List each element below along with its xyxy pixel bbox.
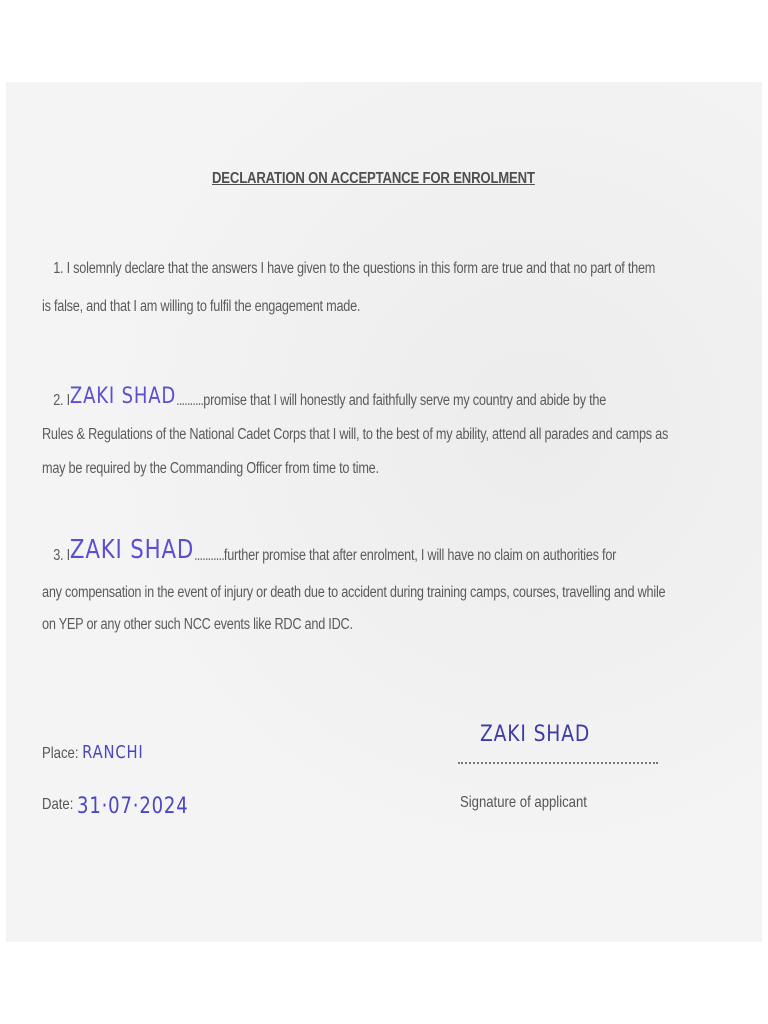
para3-line1 bbox=[42, 535, 617, 570]
declaration-sheet bbox=[6, 82, 762, 942]
para3-line2: any compensation in the event of injury or death due to accident during training camps, courses, travelling and while bbox=[42, 584, 666, 601]
para1-text1: I solemnly declare that the answers I have given to the questions in this form are true and that no part of them bbox=[66, 260, 656, 277]
place-label: Place: bbox=[42, 745, 79, 762]
signature-label: Signature of applicant bbox=[460, 794, 587, 811]
para2-dots: .......... bbox=[176, 392, 204, 409]
para2-text1: promise that I will honestly and faithfully serve my country and abide by the bbox=[203, 392, 607, 409]
para1-line2: is false, and that I am willing to fulfil the engagement made. bbox=[42, 298, 361, 315]
para2-prefix: I bbox=[66, 392, 70, 409]
place-row bbox=[42, 742, 144, 763]
para3-number: 3. bbox=[53, 547, 64, 564]
signature-handwritten: ZAKI SHAD bbox=[480, 722, 591, 747]
date-handwritten-value: 31·07·2024 bbox=[77, 794, 189, 819]
para1-line1 bbox=[42, 254, 655, 283]
para3-dots: ........... bbox=[194, 547, 224, 564]
para2-number: 2. bbox=[53, 392, 64, 409]
para3-handwritten-name: ZAKI SHAD bbox=[69, 535, 195, 565]
para2-line3: may be required by the Commanding Officer from time to time. bbox=[42, 460, 379, 477]
para3-prefix: I bbox=[66, 547, 70, 564]
para2-line2: Rules & Regulations of the National Cadet Corps that I will, to the best of my ability, attend all parades and camps as bbox=[42, 426, 669, 443]
para2-handwritten-name: ZAKI SHAD bbox=[69, 384, 177, 409]
para1-number: 1. bbox=[53, 260, 64, 277]
para2-line1 bbox=[42, 384, 606, 415]
para3-text1: further promise that after enrolment, I will have no claim on authorities for bbox=[223, 547, 617, 564]
date-label: Date: bbox=[42, 796, 74, 813]
place-handwritten-value: RANCHI bbox=[82, 742, 144, 763]
para3-line3: on YEP or any other such NCC events like RDC and IDC. bbox=[42, 616, 353, 633]
signature-dotted-line bbox=[458, 762, 658, 764]
document-title: DECLARATION ON ACCEPTANCE FOR ENROLMENT bbox=[212, 170, 535, 187]
date-row bbox=[42, 790, 189, 819]
